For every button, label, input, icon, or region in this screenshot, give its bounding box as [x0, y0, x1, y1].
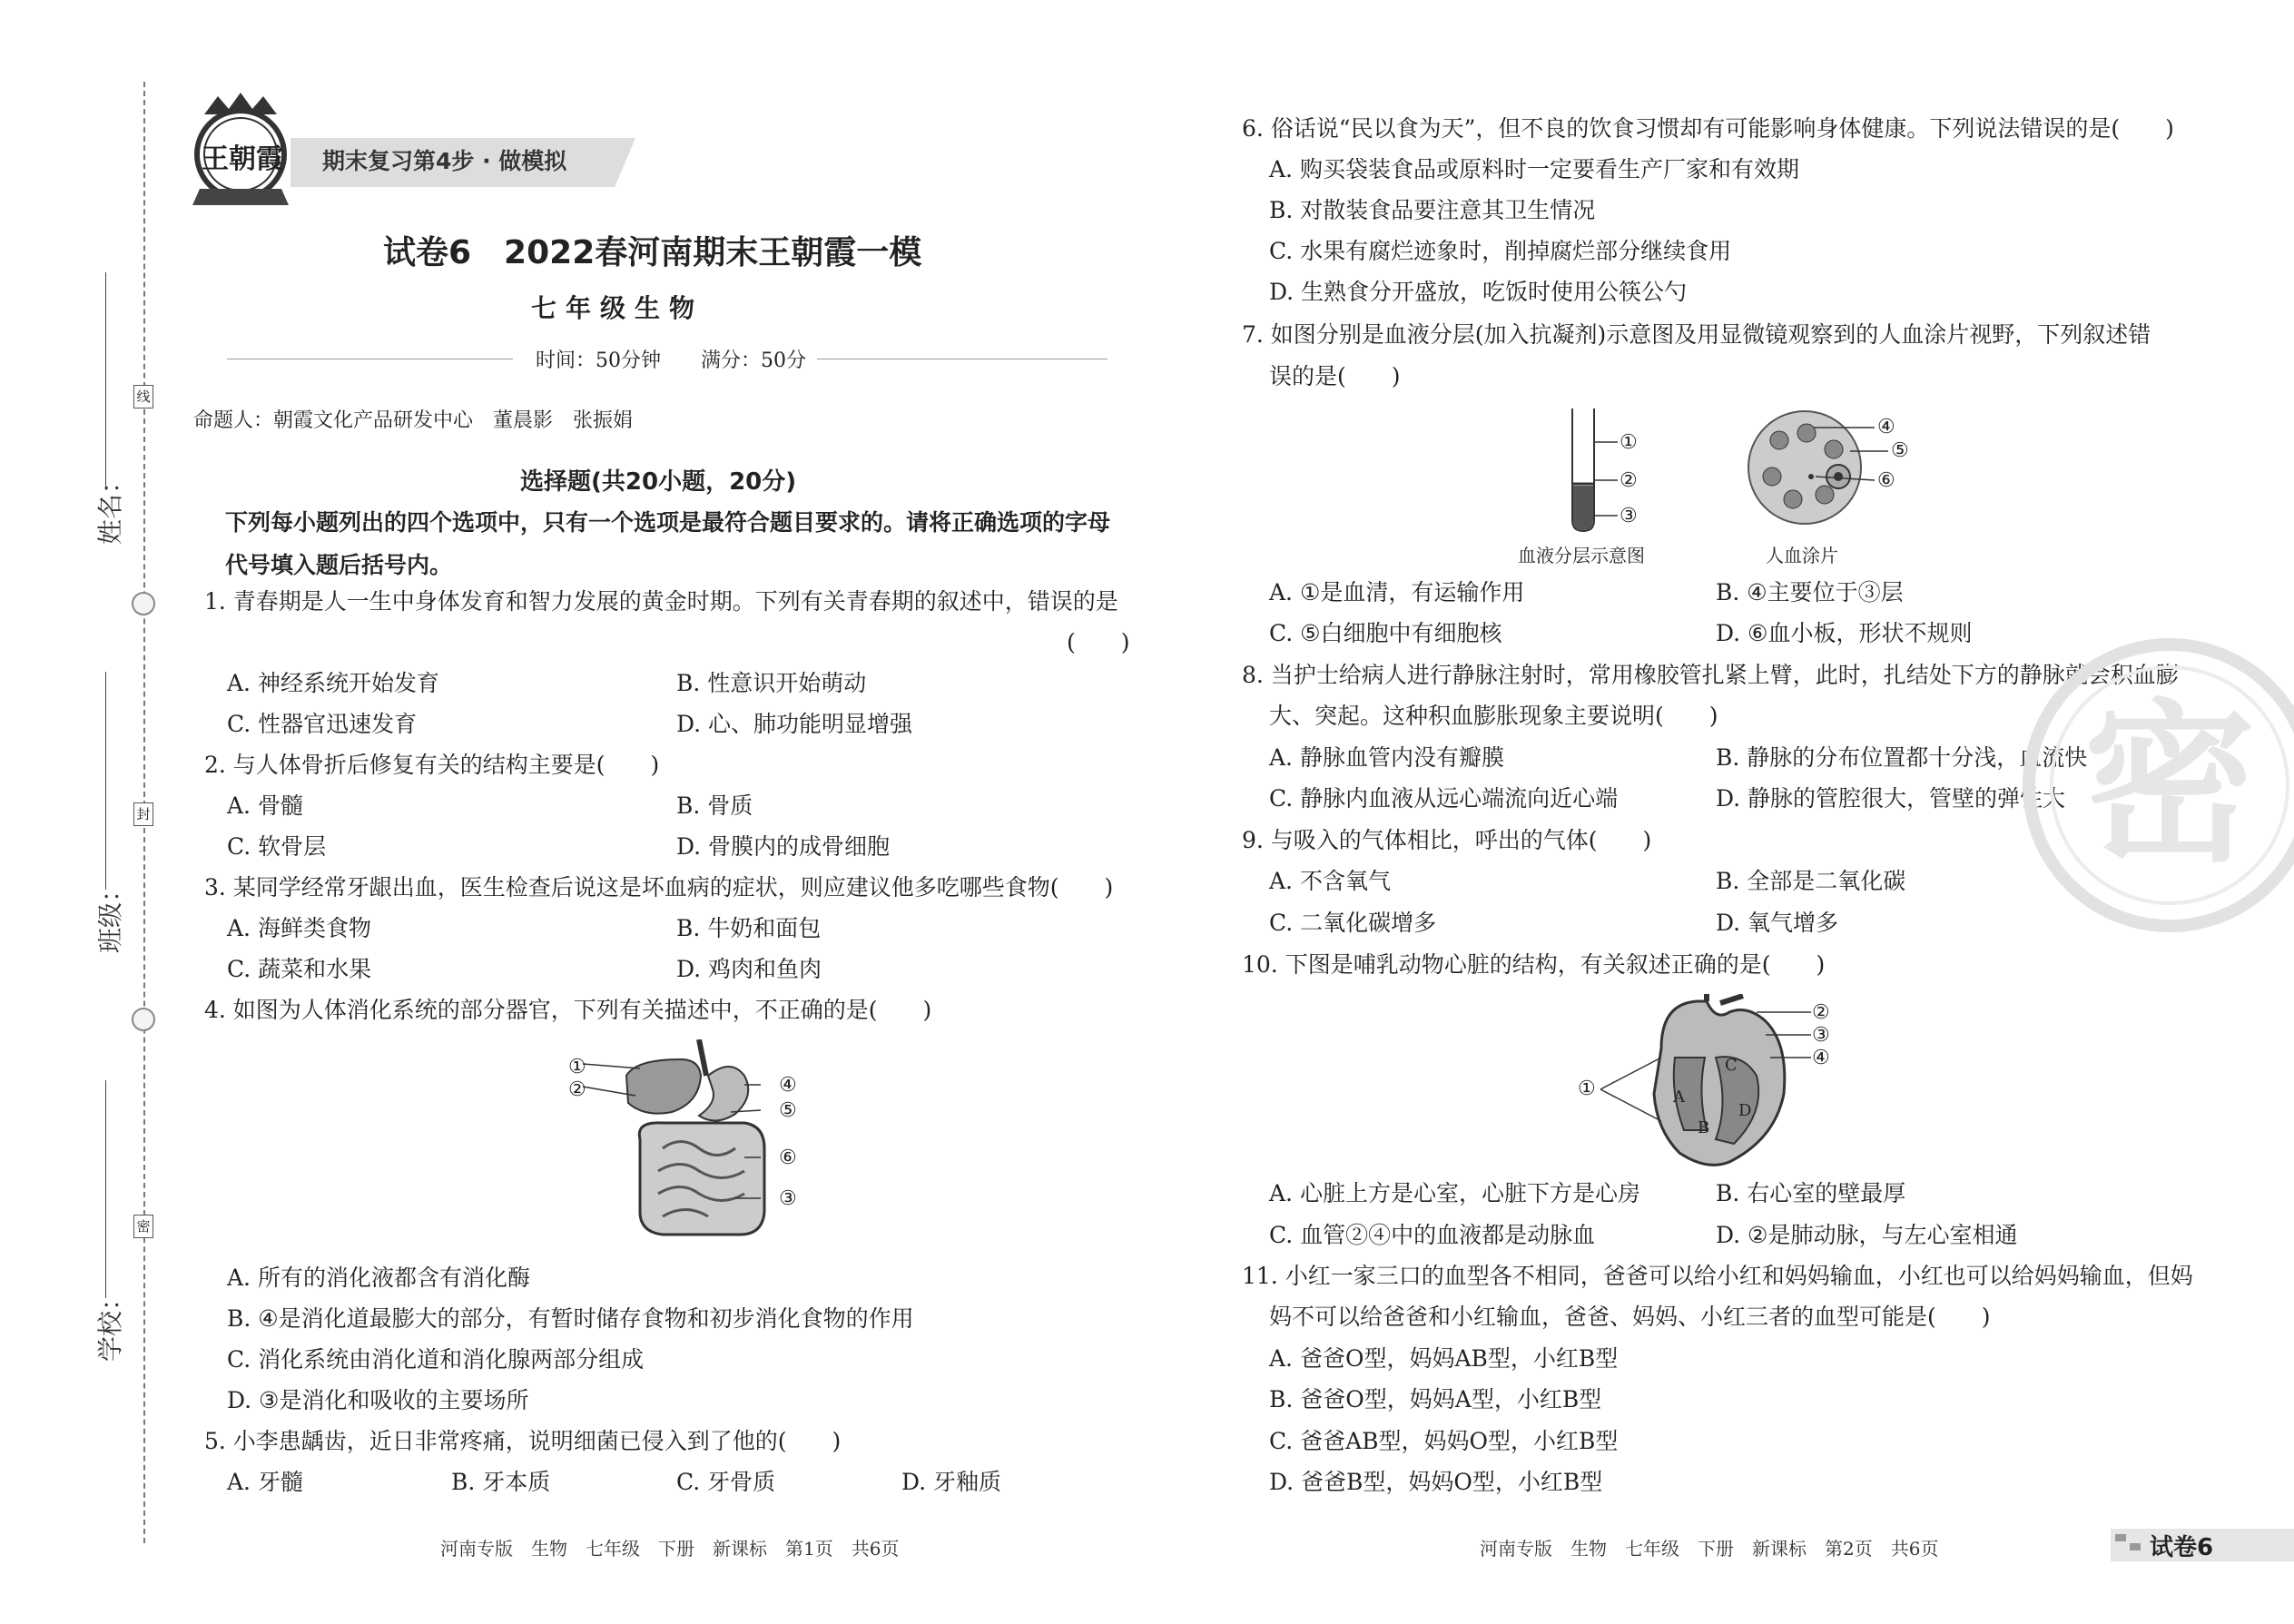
q11-option-a: A. 爸爸O型，妈妈AB型，小红B型 [1269, 1345, 1619, 1372]
instructions-line-1: 下列每小题列出的四个选项中，只有一个选项是最符合题目要求的。请将正确选项的字母 [225, 509, 1111, 536]
seal-char-line: 线 [133, 385, 153, 408]
corner-mark [2115, 1534, 2126, 1541]
banner-text: 期末复习第4步 · 做模拟 [322, 148, 567, 174]
footer-left: 河南专版 生物 七年级 下册 新课标 第1页 共6页 [440, 1538, 900, 1560]
q5-option-c: C. 牙骨质 [676, 1469, 776, 1495]
q6-option-c: C. 水果有腐烂迹象时，削掉腐烂部分继续食用 [1269, 238, 1732, 264]
binding-hole [132, 1008, 155, 1031]
q10-chamber-b: B [1698, 1118, 1710, 1137]
q4-option-d: D. ③是消化和吸收的主要场所 [227, 1387, 529, 1413]
question-7-stem-line-2: 误的是( ) [1269, 363, 1401, 389]
class-label: 班级： [95, 876, 125, 953]
q2-option-a: A. 骨髓 [227, 792, 303, 819]
q4-option-c: C. 消化系统由消化道和消化腺两部分组成 [227, 1346, 645, 1373]
q3-option-a: A. 海鲜类食物 [227, 915, 371, 941]
page-title: 试卷6 2022春河南期末王朝霞一模 [383, 234, 922, 271]
q7-label-2: ② [1620, 469, 1638, 492]
q10-label-4: ④ [1812, 1047, 1830, 1069]
question-4-stem: 4. 如图为人体消化系统的部分器官，下列有关描述中，不正确的是( ) [204, 997, 932, 1023]
q7-label-4: ④ [1877, 416, 1895, 438]
q7-option-c: C. ⑤白细胞中有细胞核 [1269, 620, 1502, 646]
q4-label-6: ⑥ [779, 1147, 797, 1169]
q9-option-a: A. 不含氧气 [1269, 868, 1391, 894]
q7-label-3: ③ [1620, 505, 1638, 527]
question-10-stem: 10. 下图是哺乳动物心脏的结构，有关叙述正确的是( ) [1242, 951, 1826, 978]
instructions-line-2: 代号填入题后括号内。 [225, 552, 453, 578]
q7-option-d: D. ⑥血小板，形状不规则 [1716, 620, 1973, 646]
corner-mark [2130, 1543, 2141, 1550]
question-11-stem-line-1: 11. 小红一家三口的血型各不相同，爸爸可以给小红和妈妈输血，小红也可以给妈妈输血，但妈 [1242, 1263, 2193, 1289]
q1-option-b: B. 性意识开始萌动 [676, 670, 867, 696]
q7-label-1: ① [1620, 431, 1638, 454]
q11-option-d: D. 爸爸B型，妈妈O型，小红B型 [1269, 1469, 1603, 1495]
q4-label-4: ④ [779, 1074, 797, 1097]
q4-label-3: ③ [779, 1187, 797, 1210]
school-underline [105, 1080, 106, 1298]
question-9-stem: 9. 与吸入的气体相比，呼出的气体( ) [1242, 827, 1652, 853]
q2-option-b: B. 骨质 [676, 792, 753, 819]
q6-option-a: A. 购买袋装食品或原料时一定要看生产厂家和有效期 [1269, 156, 1799, 182]
name-label: 姓名： [95, 468, 125, 545]
stamp-char: 密 [2082, 684, 2257, 885]
q7-option-a: A. ①是血清，有运输作用 [1269, 579, 1525, 605]
q4-label-5: ⑤ [779, 1099, 797, 1122]
q8-option-c: C. 静脉内血液从远心端流向近心端 [1269, 785, 1619, 812]
question-2-stem: 2. 与人体骨折后修复有关的结构主要是( ) [204, 752, 660, 778]
q10-option-c: C. 血管②④中的血液都是动脉血 [1269, 1222, 1596, 1248]
question-7-stem-line-1: 7. 如图分别是血液分层(加入抗凝剂)示意图及用显微镜观察到的人血涂片视野，下列叙述错 [1242, 321, 2151, 348]
q4-option-b: B. ④是消化道最膨大的部分，有暂时储存食物和初步消化食物的作用 [227, 1305, 914, 1332]
school-label: 学校： [95, 1284, 125, 1362]
q2-option-c: C. 软骨层 [227, 833, 327, 860]
q4-label-2: ② [568, 1078, 586, 1101]
q7-label-6: ⑥ [1877, 469, 1895, 492]
heart-figure [1570, 994, 1843, 1171]
question-11-stem-line-2: 妈不可以给爸爸和小红输血，爸爸、妈妈、小红三者的血型可能是( ) [1269, 1304, 1991, 1330]
authors-line: 命题人：朝霞文化产品研发中心 董晨影 张振娟 [193, 409, 634, 432]
name-underline [105, 272, 106, 490]
q1-option-c: C. 性器官迅速发育 [227, 711, 418, 737]
question-5-stem: 5. 小李患龋齿，近日非常疼痛，说明细菌已侵入到了他的( ) [204, 1428, 842, 1454]
q1-option-d: D. 心、肺功能明显增强 [676, 711, 913, 737]
q10-label-1: ① [1578, 1078, 1596, 1100]
q3-option-b: B. 牛奶和面包 [676, 915, 822, 941]
q9-option-d: D. 氧气增多 [1716, 910, 1839, 936]
q2-option-d: D. 骨膜内的成骨细胞 [676, 833, 891, 860]
q11-option-c: C. 爸爸AB型，妈妈O型，小红B型 [1269, 1428, 1619, 1454]
q7-option-b: B. ④主要位于③层 [1716, 579, 1904, 605]
q4-label-1: ① [568, 1056, 586, 1078]
q6-option-d: D. 生熟食分开盛放，吃饭时使用公筷公勺 [1269, 279, 1688, 305]
page-subtitle: 七年级生物 [531, 293, 704, 323]
footer-right: 河南专版 生物 七年级 下册 新课标 第2页 共6页 [1480, 1538, 1939, 1560]
q7-label-5: ⑤ [1891, 439, 1909, 462]
q3-option-d: D. 鸡肉和鱼肉 [676, 956, 822, 982]
q10-option-a: A. 心脏上方是心室，心脏下方是心房 [1269, 1180, 1640, 1206]
question-3-stem: 3. 某同学经常牙龈出血，医生检查后说这是坏血病的症状，则应建议他多吃哪些食物( ) [204, 874, 1114, 901]
exam-meta: 时间：50分钟 满分：50分 [536, 349, 806, 372]
q6-option-b: B. 对散装食品要注意其卫生情况 [1269, 197, 1596, 223]
seal-char-seal: 封 [133, 802, 153, 826]
q7-caption-tube: 血液分层示意图 [1518, 545, 1645, 566]
question-8-stem-line-1: 8. 当护士给病人进行静脉注射时，常用橡胶管扎紧上臂，此时，扎结处下方的静脉就会积血膨 [1242, 662, 2179, 688]
q10-chamber-a: A [1673, 1088, 1685, 1107]
q10-label-2: ② [1812, 1001, 1830, 1024]
q10-chamber-d: D [1738, 1101, 1752, 1120]
class-underline [105, 672, 106, 890]
question-6-stem: 6. 俗话说“民以食为天”，但不良的饮食习惯却有可能影响身体健康。下列说法错误的是( ) [1242, 115, 2174, 142]
question-8-stem-line-2: 大、突起。这种积血膨胀现象主要说明( ) [1269, 703, 1718, 729]
q9-option-c: C. 二氧化碳增多 [1269, 910, 1437, 936]
q10-label-3: ③ [1812, 1024, 1830, 1047]
corner-paper-label: 试卷6 [2150, 1534, 2214, 1561]
q11-option-b: B. 爸爸O型，妈妈A型，小红B型 [1269, 1386, 1602, 1412]
q3-option-c: C. 蔬菜和水果 [227, 956, 372, 982]
q8-option-d: D. 静脉的管腔很大，管壁的弹性大 [1716, 785, 2066, 812]
seal-char-secret: 密 [133, 1215, 153, 1238]
q5-option-b: B. 牙本质 [451, 1469, 551, 1495]
q5-option-a: A. 牙髓 [227, 1469, 303, 1495]
q4-option-a: A. 所有的消化液都含有消化酶 [227, 1265, 530, 1291]
q5-option-d: D. 牙釉质 [901, 1469, 1002, 1495]
q1-option-a: A. 神经系统开始发育 [227, 670, 439, 696]
secret-stamp-watermark [2020, 635, 2294, 935]
q8-option-b: B. 静脉的分布位置都十分浅，血流快 [1716, 744, 2088, 771]
binding-hole [132, 592, 155, 615]
section-title: 选择题(共20小题，20分) [520, 468, 797, 496]
q9-option-b: B. 全部是二氧化碳 [1716, 868, 1906, 894]
logo-text: 王朝霞 [202, 143, 283, 175]
q10-option-d: D. ②是肺动脉，与左心室相通 [1716, 1222, 2018, 1248]
q10-option-b: B. 右心室的壁最厚 [1716, 1180, 1906, 1206]
question-1-stem: 1. 青春期是人一生中身体发育和智力发展的黄金时期。下列有关青春期的叙述中，错误的是 [204, 588, 1118, 615]
q7-caption-smear: 人血涂片 [1766, 545, 1838, 566]
q10-chamber-c: C [1725, 1056, 1738, 1075]
question-1-bracket: ( ) [1067, 629, 1130, 655]
q8-option-a: A. 静脉血管内没有瓣膜 [1269, 744, 1504, 771]
blood-figure [1561, 404, 1925, 540]
